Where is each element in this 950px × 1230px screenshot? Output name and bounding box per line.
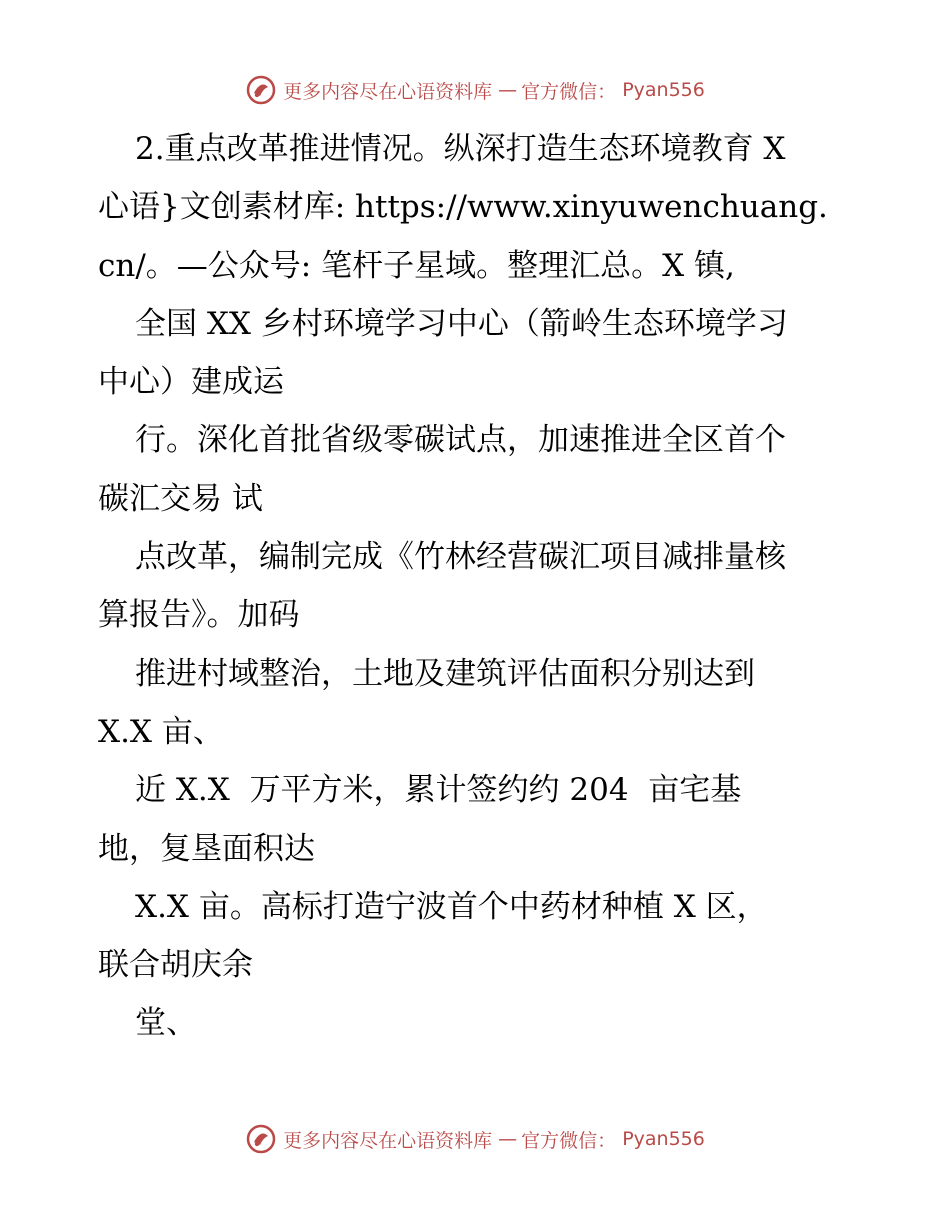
logo-emblem-icon [245,1123,277,1155]
document-body [0,120,950,1053]
body-text-line: X.X 亩、 [98,713,224,750]
logo-emblem-icon [245,74,277,106]
body-text-line: 2.重点改革推进情况。纵深打造生态环境教育 X [135,131,786,167]
body-text-line: 点改革，编制完成《竹林经营碳汇项目减排量核 [135,539,786,576]
body-text-line: 碳汇交易 试 [98,480,263,517]
body-text-line: 近 X.X 万平方米，累计签约约 204 亩宅基 [135,772,742,809]
watermark-separator: — [498,1128,516,1150]
footer-watermark [0,1119,950,1159]
body-text-line: 联合胡庆余 [98,947,253,984]
watermark-separator: — [498,79,516,101]
body-text-line: 心语}文创素材库: https://www.xinyuwenchuang. [98,189,828,226]
watermark-text: 更多内容尽在心语资料库 [283,1129,493,1152]
watermark-wechat-id: Pyan556 [622,1128,705,1150]
body-text-line: 堂、 [135,1005,197,1042]
body-text-line: 行。深化首批省级零碳试点，加速推进全区首个 [135,422,786,459]
header-watermark [0,70,950,110]
watermark-label: 官方微信： [521,80,617,103]
watermark-text: 更多内容尽在心语资料库 [283,80,493,103]
body-text-line: 算报告》。加码 [98,597,300,634]
body-text-line: 推进村域整治，土地及建筑评估面积分别达到 [135,655,755,692]
body-text-line: cn/。—公众号: 笔杆子星域。整理汇总。X 镇, [98,247,735,284]
body-text-line: 中心）建成运 [98,364,284,401]
body-text-line: 全国 XX 乡村环境学习中心（箭岭生态环境学习 [135,305,788,342]
watermark-wechat-id: Pyan556 [622,79,705,101]
body-text-line: 地，复垦面积达 [98,830,315,867]
body-text-line: X.X 亩。高标打造宁波首个中药材种植 X 区， [135,888,768,925]
watermark-label: 官方微信： [521,1129,617,1152]
